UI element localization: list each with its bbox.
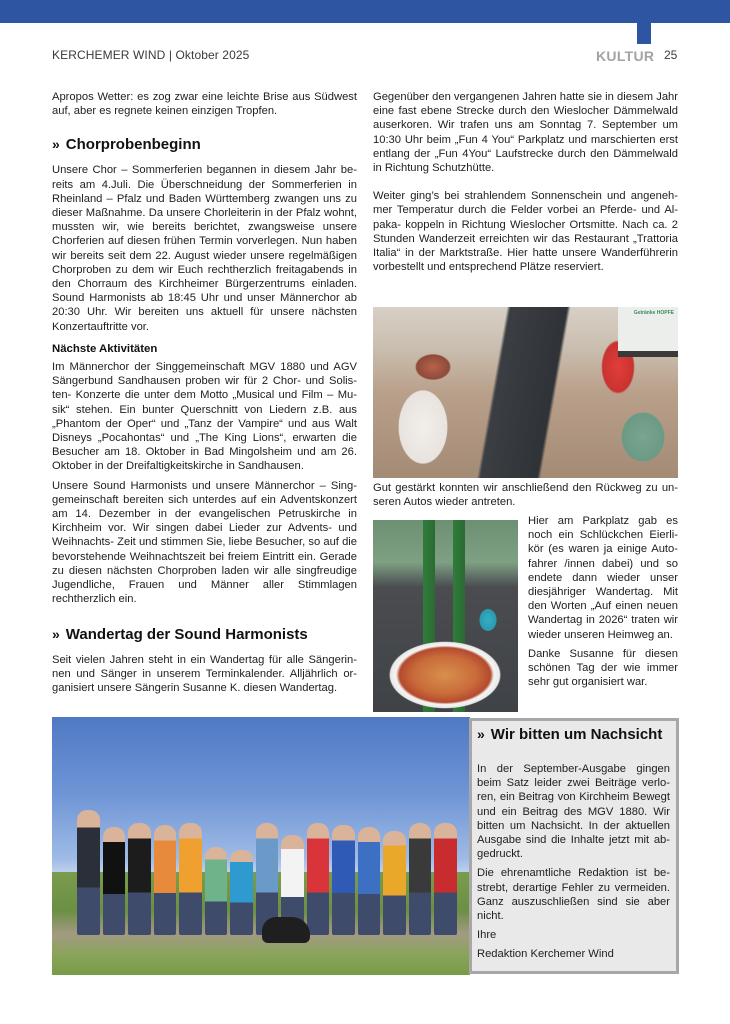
top-color-bar [0,0,730,23]
narrow-paragraph-1: Hier am Parkplatz gab es noch ein Schlückchen Eierlikör (es waren ja einige Autofahrer /innen dabei) und so endete dann wieder unser diesjähriger Wandertag. Mit den Worten „Auf einen neuen Wandertag in 2026“ traten wir wieder unseren Heimweg an. [528,515,678,641]
person-figure [332,825,355,935]
publication-header: KERCHEMER WIND | Oktober 2025 [52,48,250,62]
section-marker-icon: » [52,625,60,642]
person-figure [154,825,177,935]
left-column [52,90,357,700]
person-figure [358,827,381,935]
photo-caption: Gut gestärkt konnten wir anschließend den Rückweg zu unseren Autos wieder antreten. [373,482,678,509]
notice-paragraph-1: In der September-Ausgabe gingen beim Satz leider zwei Beiträge verloren, ein Beitrag von Kirchheim Bewegt und ein Beitrag des MGV 1880. Wir bitten um Nachsicht. In der aktuellen Ausgabe sind die Inhalte jetzt mit abgedruckt. [477,763,670,861]
chorprobenbeginn-body: Unsere Chor – Sommerferien begannen in diesem Jahr bereits am 4.Juli. Die Überschneidung der Sommerferien in Rheinland – Pfalz und Baden Württemberg zwangen uns zu dieser Maßnahme. Da unsere Chorleiterin in der Pfalz wohnt, mussten wir, wie bereits berichtet, zwangsweise unsere Chorferien auf diesen frühen Termin vorverlegen. Nun haben wir bereits seit dem 22. August wieder unsere regelmäßigen Chorproben zu dem wir Euch rechtherzlich freitagabends in den Chorraum des Kirchheimer Bürgerzentrums einladen. Sound Harmonists ab 18:45 Uhr und unser Männerchor ab 20:30 Uhr. Wir bereiten uns aktuell für unsere nächsten Konzertauftritte vor. [52,164,357,333]
truck-graphic: Getränke HOPFE [618,307,678,357]
person-figure [230,850,253,935]
person-figure [179,823,202,935]
narrow-paragraph-2: Danke Susanne für diesen schönen Tag der wie immer sehr gut organisiert war. [528,647,678,689]
person-figure [383,831,406,935]
subtitle-naechste-aktivitaeten: Nächste Aktivitäten [52,342,158,355]
narrow-column [528,514,678,694]
group-people [77,805,457,935]
notice-paragraph-2: Die ehrenamtliche Redaktion ist bestrebt, derartige Fehler zu vermeiden. Ganz auszuschließen sind sie aber nicht. [477,867,670,923]
right-paragraph-1: Gegenüber den vergangenen Jahren hatte sie in diesem Jahr eine fast ebene Strecke durch den Wieslocher Dämmelwald auserkoren. Wir trafen uns am Sonntag 7. September um 10:30 Uhr beim „Fun 4 You“ Parkplatz und marschierten erst entlang der „Fun 4You“ Laufstrecke durch den Dämmelwald in Richtung Schutzhütte. [373,91,678,175]
aktivitaeten-paragraph-2: Unsere Sound Harmonists und unsere Männerchor – Singgemeinschaft bereiten sich unterdes auf ein Adventskonzert am 14. Dezember in der evangelischen Petruskirche in Kirchheim vor. Wir singen dabei Lieder zur Advents- und Weihnachts- Zeit und stimmen Sie, liebe Besucher, so auf die bevorstehende Weihnachtszeit bei freiem Eintritt ein. Gerade zu diesen nächsten Chorproben laden wir alle singfreudige Jugendliche, Frauen und Männer aller Stimmlagen rechtherzlich ein. [52,479,357,606]
wandertag-body: Seit vielen Jahren steht in ein Wandertag für alle Sängerinnen und Sänger in unserem Terminkalender. Alljährlich organisiert unsere Sängerin Susanne K. diesen Wandertag. [52,653,357,694]
person-figure [307,823,330,935]
right-column [373,90,678,279]
notice-box [469,718,679,974]
aktivitaeten-paragraph-1: Im Männerchor der Singgemeinschaft MGV 1880 und AGV Sängerbund Sandhausen proben wir für 2 Chor- und Solisten- Konzerte die unter dem Motto „Musical und Film – Musik“ stehen. Ein bunter Querschnitt von Liedern z.B. aus „Phantom der Oper“ und „Tanz der Vampire“ und aus Walt Disneys „Pocahontas“ und „The King Lions“, erwarten die Besucher am 18. Oktober in Bad Mingolsheim und am 26. Oktober in der Dreifaltigkeitskirche in Sandhausen. [52,361,357,473]
intro-paragraph: Apropos Wetter: es zog zwar eine leichte Brise aus Südwest auf, aber es regnete keinen einzigen Tropfen. [52,91,357,118]
person-figure [103,827,126,935]
hiking-group-photo [52,717,470,975]
section-marker-icon: » [477,726,485,742]
section-title-chorprobenbeginn: » Chorprobenbeginn [52,136,201,154]
notice-title: » Wir bitten um Nachsicht [477,726,663,743]
page-number: 25 [664,48,678,62]
section-tab-marker [637,23,651,44]
notice-paragraph-3: Ihre [477,929,497,942]
section-title-wandertag: » Wandertag der Sound Harmonists [52,625,308,643]
restaurant-table-photo [373,307,678,478]
person-figure [434,823,457,935]
notice-signature: Redaktion Kerchemer Wind [477,948,614,961]
person-figure [77,810,100,935]
right-paragraph-2: Weiter ging’s bei strahlendem Sonnenschein und angenehmer Temperatur durch die Felder vorbei an Pferde- und Alpaka- koppeln in Richtung Wieslocher Ortsmitte. Nach ca. 2 Stunden Wanderzeit erreichten wir das Restaurant „Trattoria Italia“ in der Marktstraße. Hier hatte unsere Wanderführerin vorbestellt und entsprechend Plätze reserviert. [373,190,678,274]
section-label: KULTUR [596,48,655,64]
section-marker-icon: » [52,136,60,153]
dog-figure [262,917,310,943]
pizza-photo [373,520,518,712]
person-figure [128,823,151,935]
person-figure [409,823,432,935]
person-figure [205,847,228,935]
